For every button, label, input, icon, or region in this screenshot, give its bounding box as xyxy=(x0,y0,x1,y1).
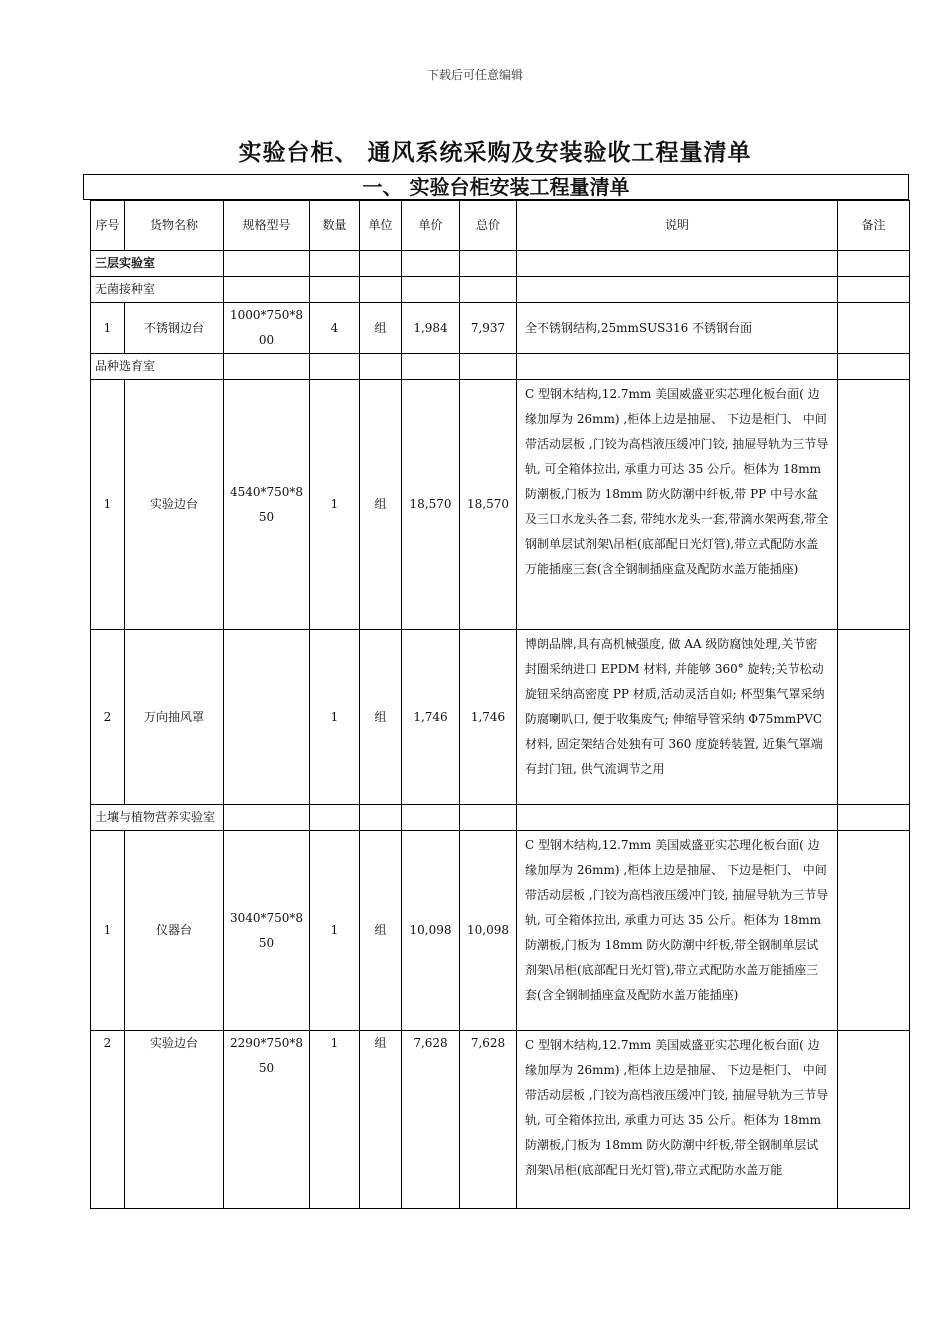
section-title: 一、 实验台柜安装工程量清单 xyxy=(362,175,630,199)
cell-name: 不锈钢边台 xyxy=(125,303,224,354)
cell-price: 1,984 xyxy=(402,303,460,354)
cell-no: 1 xyxy=(91,831,125,1031)
group-row xyxy=(91,354,910,380)
cell-total: 1,746 xyxy=(460,630,517,805)
cell-name: 仪器台 xyxy=(125,831,224,1031)
cell-remark xyxy=(838,303,910,354)
cell-spec: 1000*750*800 xyxy=(224,303,310,354)
cell-desc: 全不锈钢结构,25mmSUS316 不锈钢台面 xyxy=(517,303,838,354)
cell-desc: 博朗品牌,具有高机械强度, 做 AA 级防腐蚀处理,关节密封圈采纳进口 EPDM 材料, 并能够 360° 旋转;关节松动旋钮采纳高密度 PP 材质,活动灵活自如; 杯型集气罩采纳防腐喇叭口, 便于收集废气; 伸缩导管采纳 Φ75mmPVC 材料, 固定架结合处独有可 360 度旋转装置, 近集气罩端有封门钮, 供气流调节之用 xyxy=(517,630,838,805)
cell-no: 2 xyxy=(91,630,125,805)
cell-spec: 4540*750*850 xyxy=(224,380,310,630)
cell-desc: C 型钢木结构,12.7mm 美国威盛亚实芯理化板台面( 边缘加厚为 26mm) ,柜体上边是抽屉、 下边是柜门、 中间带活动层板 ,门铰为高档液压缓冲门铰, 抽屉导轨为三节导轨, 可全箱体拉出, 承重力可达 35 公斤。柜体为 18mm 防潮板,门板为 18mm 防火防潮中纤板,带全钢制单层试剂架\吊柜(底部配日光灯管),带立式配防水盖万能 xyxy=(517,1031,838,1209)
cell-remark xyxy=(838,380,910,630)
cell-remark xyxy=(838,630,910,805)
header-name: 货物名称 xyxy=(125,201,224,251)
cell-desc: C 型钢木结构,12.7mm 美国威盛亚实芯理化板台面( 边缘加厚为 26mm) ,柜体上边是抽屉、 下边是柜门、 中间带活动层板 ,门铰为高档液压缓冲门铰, 抽屉导轨为三节导轨, 可全箱体拉出, 承重力可达 35 公斤。柜体为 18mm 防潮板,门板为 18mm 防火防潮中纤板,带 PP 中号水盆及三口水龙头各二套, 带纯水龙头一套,带滴水架两套,带全钢制单层试剂架\吊柜(底部配日光灯管),带立式配防水盖万能插座三套(含全钢制插座盒及配防水盖万能插座) xyxy=(517,380,838,630)
group-room: 品种选育室 xyxy=(91,354,224,380)
table-row xyxy=(91,1031,910,1209)
group-row xyxy=(91,251,910,277)
header-unit: 单位 xyxy=(360,201,402,251)
table-row xyxy=(91,630,910,805)
group-room: 土壤与植物营养实验室 xyxy=(91,805,224,831)
cell-name: 实验边台 xyxy=(125,380,224,630)
cell-no: 2 xyxy=(91,1031,125,1209)
cell-total: 7,937 xyxy=(460,303,517,354)
group-row xyxy=(91,805,910,831)
document-title: 实验台柜、 通风系统采购及安装验收工程量清单 xyxy=(238,140,752,166)
cell-remark xyxy=(838,1031,910,1209)
cell-total: 18,570 xyxy=(460,380,517,630)
cell-qty: 4 xyxy=(310,303,360,354)
group-room: 无菌接种室 xyxy=(91,277,224,303)
cell-total: 10,098 xyxy=(460,831,517,1031)
group-floor: 三层实验室 xyxy=(91,251,224,277)
table-row xyxy=(91,303,910,354)
table-row xyxy=(91,831,910,1031)
header-note: 下载后可任意编辑 xyxy=(426,68,523,82)
cell-qty: 1 xyxy=(310,630,360,805)
cell-spec: 2290*750*850 xyxy=(224,1031,310,1209)
cell-name: 万向抽风罩 xyxy=(125,630,224,805)
cell-unit: 组 xyxy=(360,630,402,805)
cell-price: 7,628 xyxy=(402,1031,460,1209)
cell-no: 1 xyxy=(91,303,125,354)
cell-remark xyxy=(838,831,910,1031)
header-total: 总价 xyxy=(460,201,517,251)
cell-name: 实验边台 xyxy=(125,1031,224,1209)
header-spec: 规格型号 xyxy=(224,201,310,251)
cell-price: 10,098 xyxy=(402,831,460,1031)
table-row xyxy=(91,380,910,630)
cell-qty: 1 xyxy=(310,831,360,1031)
header-no: 序号 xyxy=(91,201,125,251)
cell-unit: 组 xyxy=(360,831,402,1031)
table-header-row xyxy=(91,201,910,251)
cell-qty: 1 xyxy=(310,380,360,630)
cell-spec xyxy=(224,630,310,805)
cell-unit: 组 xyxy=(360,1031,402,1209)
cell-desc: C 型钢木结构,12.7mm 美国威盛亚实芯理化板台面( 边缘加厚为 26mm) ,柜体上边是抽屉、 下边是柜门、 中间带活动层板 ,门铰为高档液压缓冲门铰, 抽屉导轨为三节导轨, 可全箱体拉出, 承重力可达 35 公斤。柜体为 18mm 防潮板,门板为 18mm 防火防潮中纤板,带全钢制单层试剂架\吊柜(底部配日光灯管),带立式配防水盖万能插座三套(含全钢制插座盒及配防水盖万能插座) xyxy=(517,831,838,1031)
cell-qty: 1 xyxy=(310,1031,360,1209)
cell-price: 18,570 xyxy=(402,380,460,630)
cell-unit: 组 xyxy=(360,303,402,354)
header-desc: 说明 xyxy=(517,201,838,251)
cell-unit: 组 xyxy=(360,380,402,630)
header-price: 单价 xyxy=(402,201,460,251)
cell-price: 1,746 xyxy=(402,630,460,805)
header-qty: 数量 xyxy=(310,201,360,251)
header-remark: 备注 xyxy=(838,201,910,251)
cell-spec: 3040*750*850 xyxy=(224,831,310,1031)
quantity-table xyxy=(90,200,910,1209)
cell-no: 1 xyxy=(91,380,125,630)
cell-total: 7,628 xyxy=(460,1031,517,1209)
group-row xyxy=(91,277,910,303)
